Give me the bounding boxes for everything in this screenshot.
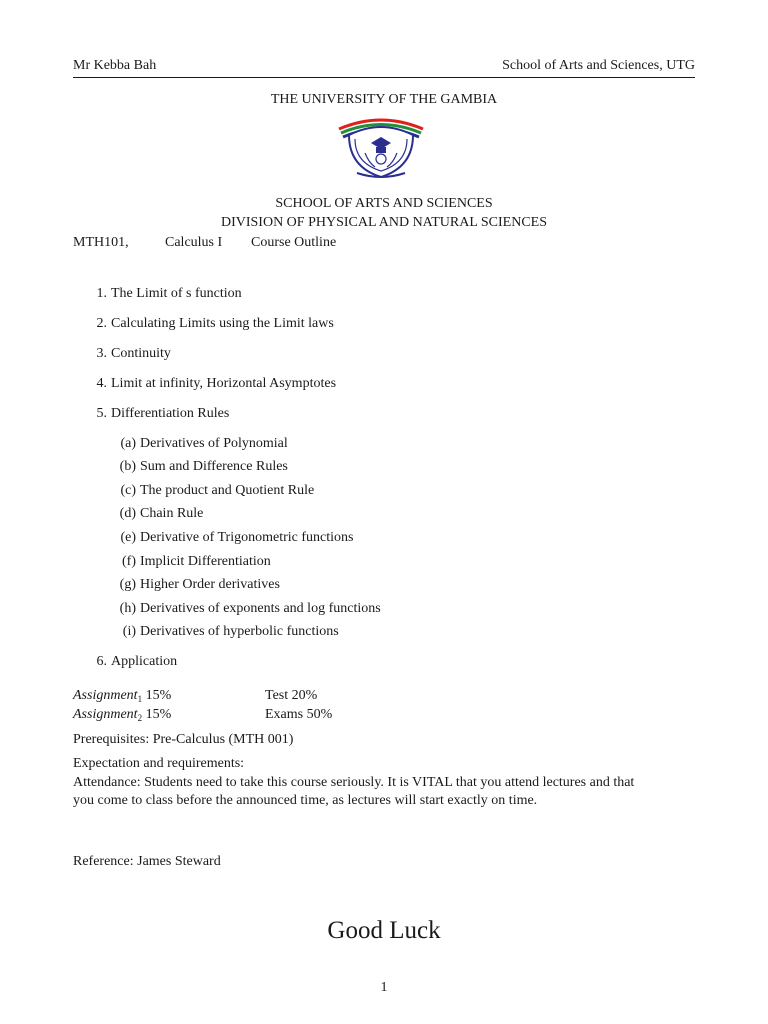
sub-list-item xyxy=(96,623,339,641)
sub-list-label: (i) xyxy=(122,624,136,639)
list-number: 3. xyxy=(96,346,107,361)
page-number: 1 xyxy=(380,980,388,995)
sub-list-item xyxy=(96,600,381,618)
sub-list-label: (b) xyxy=(119,459,136,474)
sub-list-item xyxy=(96,576,280,594)
sub-list-text: Derivatives of Polynomial xyxy=(140,436,288,451)
list-number: 6. xyxy=(96,654,107,669)
assignment-1-percent: 15% xyxy=(145,688,172,703)
list-item xyxy=(73,375,336,393)
sub-list-label: (h) xyxy=(119,601,136,616)
university-crest-logo xyxy=(335,113,427,181)
list-text: Application xyxy=(111,654,178,669)
course-outline-label: Course Outline xyxy=(251,235,337,250)
list-number: 1. xyxy=(96,286,107,301)
assignment-2-percent: 15% xyxy=(145,707,172,722)
sub-list-item xyxy=(96,553,271,571)
header-rule xyxy=(73,77,695,78)
assignment-1-grade xyxy=(73,687,171,705)
exams-grade: Exams 50% xyxy=(265,707,333,722)
sub-list-label: (a) xyxy=(120,436,136,451)
list-number: 2. xyxy=(96,316,107,331)
sub-list-item xyxy=(96,458,288,476)
test-grade: Test 20% xyxy=(265,688,318,703)
assignment-2-label: Assignment xyxy=(73,707,138,722)
list-text: Continuity xyxy=(111,346,171,361)
sub-list-label: (f) xyxy=(122,554,136,569)
sub-list-item xyxy=(96,529,353,547)
list-text: Differentiation Rules xyxy=(111,406,230,421)
course-name: Calculus I xyxy=(165,235,223,250)
assignment-2-grade xyxy=(73,706,171,724)
assignment-1-subscript: 1 xyxy=(137,694,143,704)
attendance-line-2: you come to class before the announced time, as lectures will start exactly on time. xyxy=(73,793,538,808)
sub-list-text: Derivative of Trigonometric functions xyxy=(140,530,354,545)
university-title: THE UNIVERSITY OF THE GAMBIA xyxy=(270,92,498,107)
sub-list-item xyxy=(96,505,203,523)
assignment-2-subscript: 2 xyxy=(137,713,143,723)
closing-text: Good Luck xyxy=(327,917,441,944)
sub-list-label: (c) xyxy=(120,483,136,498)
sub-list-text: Implicit Differentiation xyxy=(140,554,271,569)
course-code: MTH101, xyxy=(73,235,129,250)
list-text: Limit at infinity, Horizontal Asymptotes xyxy=(111,376,337,391)
list-item xyxy=(73,653,177,671)
list-item xyxy=(73,315,334,333)
sub-list-label: (e) xyxy=(120,530,136,545)
list-number: 5. xyxy=(96,406,107,421)
header-author: Mr Kebba Bah xyxy=(73,58,157,73)
division-title: DIVISION OF PHYSICAL AND NATURAL SCIENCES xyxy=(220,215,548,230)
attendance-line-1: Attendance: Students need to take this course seriously. It is VITAL that you attend lectures and that xyxy=(73,775,635,790)
sub-list-item xyxy=(96,435,288,453)
expectation-heading: Expectation and requirements: xyxy=(73,756,245,771)
list-number: 4. xyxy=(96,376,107,391)
sub-list-text: Derivatives of hyperbolic functions xyxy=(140,624,339,639)
reference-text: Reference: James Steward xyxy=(73,854,221,869)
prerequisites-text: Prerequisites: Pre-Calculus (MTH 001) xyxy=(73,732,294,747)
list-item xyxy=(73,285,242,303)
sub-list-text: Higher Order derivatives xyxy=(140,577,280,592)
header-school: School of Arts and Sciences, UTG xyxy=(502,58,695,73)
list-text: Calculating Limits using the Limit laws xyxy=(111,316,334,331)
sub-list-label: (d) xyxy=(119,506,136,521)
sub-list-text: Sum and Difference Rules xyxy=(140,459,288,474)
sub-list-label: (g) xyxy=(119,577,136,592)
sub-list-text: Derivatives of exponents and log functions xyxy=(140,601,381,616)
list-item xyxy=(73,345,171,363)
sub-list-item xyxy=(96,482,314,500)
list-item xyxy=(73,405,229,423)
assignment-1-label: Assignment xyxy=(73,688,138,703)
sub-list-text: Chain Rule xyxy=(140,506,204,521)
sub-list-text: The product and Quotient Rule xyxy=(140,483,315,498)
school-title: SCHOOL OF ARTS AND SCIENCES xyxy=(275,196,493,211)
list-text: The Limit of s function xyxy=(111,286,242,301)
